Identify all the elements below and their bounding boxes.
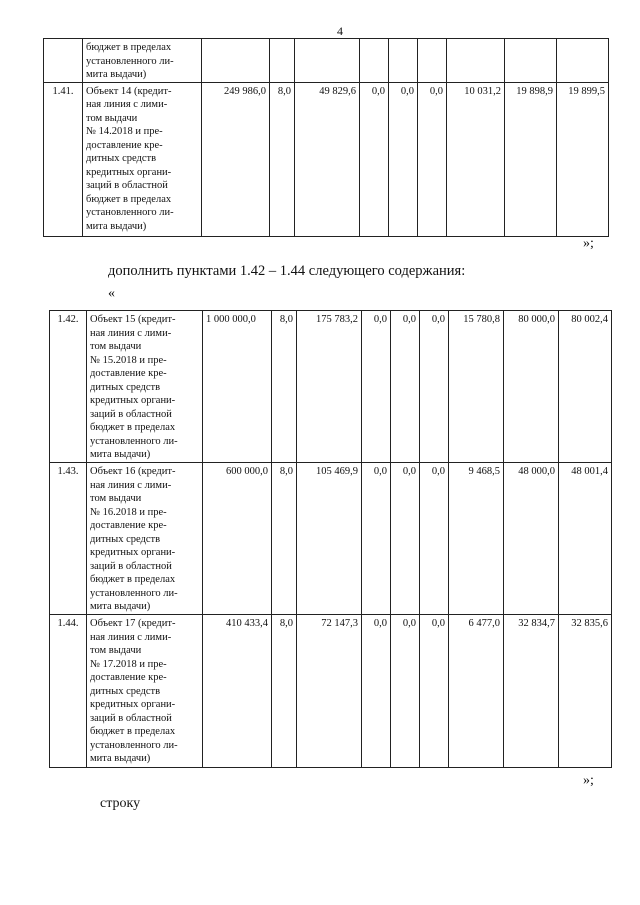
value-cell: 48 000,0 (504, 463, 559, 615)
value-cell: 0,0 (420, 311, 449, 463)
value-cell: 32 834,7 (504, 615, 559, 768)
value-cell: 0,0 (391, 463, 420, 615)
value-cell: 1 000 000,0 (203, 311, 272, 463)
value-cell: 0,0 (391, 615, 420, 768)
value-cell: 249 986,0 (202, 82, 270, 236)
opening-quote: « (108, 286, 115, 301)
row-num: 1.41. (44, 82, 83, 236)
table-row (44, 82, 609, 236)
value-cell: 8,0 (272, 463, 297, 615)
value-cell: 48 001,4 (559, 463, 612, 615)
page-number: 4 (337, 24, 343, 38)
value-cell: 0,0 (420, 615, 449, 768)
value-cell: 6 477,0 (449, 615, 504, 768)
value-cell: 19 898,9 (505, 82, 557, 236)
add-items-text: дополнить пунктами 1.42 – 1.44 следующего содержания: (108, 263, 466, 279)
value-cell: 49 829,6 (295, 82, 360, 236)
value-cell: 80 000,0 (504, 311, 559, 463)
value-cell: 8,0 (270, 82, 295, 236)
closing-quote: »; (583, 773, 594, 788)
value-cell: 8,0 (272, 615, 297, 768)
row-num: 1.44. (50, 615, 87, 768)
row-description: Объект 15 (кредит- ная линия с лими- том выдачи № 15.2018 и пре- доставление кре- дитных средств кредитных органи- заций в областной бюджет в пределах установленного ли- мита выдачи) (87, 311, 203, 463)
value-cell: 410 433,4 (203, 615, 272, 768)
table-row (50, 615, 612, 768)
value-cell: 0,0 (389, 82, 418, 236)
value-cell: 80 002,4 (559, 311, 612, 463)
row-description: Объект 14 (кредит- ная линия с лими- том выдачи № 14.2018 и пре- доставление кре- дитных средств кредитных органи- заций в областной бюджет в пределах установленного ли- мита выдачи) (83, 82, 202, 236)
row-description: Объект 16 (кредит- ная линия с лими- том выдачи № 16.2018 и пре- доставление кре- дитных средств кредитных органи- заций в областной бюджет в пределах установленного ли- мита выдачи) (87, 463, 203, 615)
value-cell: 175 783,2 (297, 311, 362, 463)
table-row (44, 39, 609, 83)
value-cell: 32 835,6 (559, 615, 612, 768)
value-cell: 0,0 (420, 463, 449, 615)
value-cell: 0,0 (391, 311, 420, 463)
row-description: Объект 17 (кредит- ная линия с лими- том выдачи № 17.2018 и пре- доставление кре- дитных средств кредитных органи- заций в областной бюджет в пределах установленного ли- мита выдачи) (87, 615, 203, 768)
row-description: бюджет в пределах установленного ли- мита выдачи) (83, 39, 202, 83)
value-cell: 0,0 (362, 463, 391, 615)
table-bottom (49, 310, 612, 768)
next-paragraph-word: строку (100, 796, 141, 811)
row-num: 1.42. (50, 311, 87, 463)
table-row (50, 311, 612, 463)
value-cell: 0,0 (418, 82, 447, 236)
value-cell: 0,0 (362, 615, 391, 768)
value-cell: 8,0 (272, 311, 297, 463)
value-cell: 9 468,5 (449, 463, 504, 615)
value-cell: 105 469,9 (297, 463, 362, 615)
table-top (43, 38, 609, 237)
row-num: 1.43. (50, 463, 87, 615)
value-cell: 0,0 (362, 311, 391, 463)
closing-quote: »; (583, 236, 594, 251)
value-cell: 72 147,3 (297, 615, 362, 768)
row-num-cell (44, 39, 83, 83)
value-cell: 19 899,5 (557, 82, 609, 236)
value-cell: 0,0 (360, 82, 389, 236)
table-row (50, 463, 612, 615)
value-cell: 15 780,8 (449, 311, 504, 463)
value-cell: 600 000,0 (203, 463, 272, 615)
value-cell: 10 031,2 (447, 82, 505, 236)
